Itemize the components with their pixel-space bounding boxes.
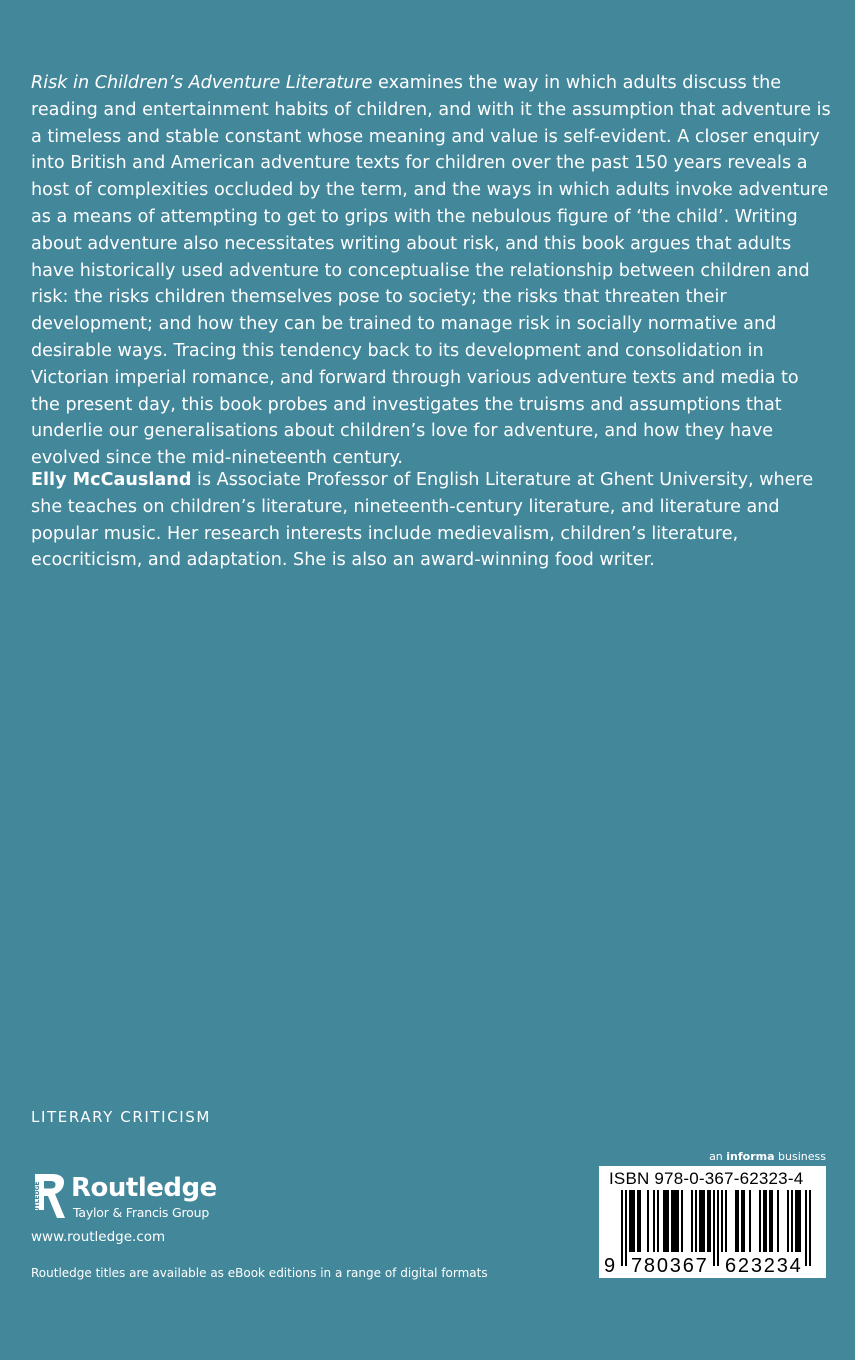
barcode-bar	[701, 1190, 703, 1252]
publisher-name: Routledge	[71, 1173, 217, 1203]
barcode-bar	[647, 1190, 649, 1252]
barcode-bar	[699, 1190, 701, 1252]
informa-suffix: business	[774, 1150, 826, 1163]
barcode-bar	[709, 1190, 711, 1252]
barcode-bar	[725, 1190, 727, 1252]
barcode-bar	[707, 1190, 709, 1252]
barcode-bar	[667, 1190, 669, 1252]
barcode-bar	[791, 1190, 793, 1252]
barcode-bar	[631, 1190, 633, 1252]
barcode-bar	[787, 1190, 789, 1252]
author-bio	[31, 467, 831, 574]
barcode-bar	[675, 1190, 677, 1252]
barcode-box	[599, 1166, 826, 1278]
barcode-bar	[657, 1190, 659, 1252]
informa-brand: informa	[726, 1150, 775, 1163]
barcode-bar	[703, 1190, 705, 1252]
barcode-bar	[777, 1190, 779, 1252]
barcode-bar	[721, 1190, 723, 1252]
book-description	[31, 70, 831, 472]
author-bio-text: is Associate Professor of English Literature at Ghent University, where she teaches on children’s literature, nineteenth-century literature, and literature and popular music. Her research interests include medievalism, children’s literature, ecocriticism, and adaptation. She is also an award-winning food writer.	[31, 470, 814, 571]
barcode-bar	[769, 1190, 771, 1252]
barcode-bar	[737, 1190, 739, 1252]
barcode-bar	[633, 1190, 635, 1252]
barcode-bar	[771, 1190, 773, 1252]
barcode-bar	[665, 1190, 667, 1252]
isbn-label: ISBN 978-0-367-62323-4	[609, 1169, 804, 1188]
barcode-bar	[637, 1190, 639, 1252]
author-name: Elly McCausland	[31, 470, 192, 490]
barcode-bar	[749, 1190, 751, 1252]
barcode-bar	[797, 1190, 799, 1252]
book-title-italic: Risk in Children’s Adventure Literature	[31, 73, 373, 93]
barcode-bar	[763, 1190, 765, 1252]
ebook-note: Routledge titles are available as eBook editions in a range of digital formats	[31, 1266, 488, 1280]
barcode-digits-right: 623234	[725, 1255, 803, 1277]
barcode-bar	[735, 1190, 737, 1252]
barcode-digits-left: 780367	[631, 1255, 709, 1277]
barcode-bar	[743, 1190, 745, 1252]
barcode-bar	[741, 1190, 743, 1252]
barcode-bar	[691, 1190, 693, 1252]
barcode-bar	[799, 1190, 801, 1252]
barcode-bar	[653, 1190, 655, 1252]
barcode-bar	[629, 1190, 631, 1252]
barcode-bar	[795, 1190, 797, 1252]
subject-category: LITERARY CRITICISM	[31, 1108, 211, 1126]
barcode-bar	[673, 1190, 675, 1252]
barcode-bar	[695, 1190, 697, 1252]
barcode-bar	[765, 1190, 767, 1252]
publisher-website: www.routledge.com	[31, 1229, 166, 1245]
informa-prefix: an	[709, 1150, 727, 1163]
barcode-bar	[681, 1190, 683, 1252]
informa-tagline	[709, 1150, 826, 1163]
barcode-bar	[671, 1190, 673, 1252]
routledge-logo	[31, 1172, 221, 1224]
publisher-group: Taylor & Francis Group	[73, 1205, 210, 1220]
barcode-bar	[759, 1190, 761, 1252]
routledge-logo-icon	[31, 1172, 67, 1224]
logo-mark-text: ROUTLEDGE	[34, 1181, 41, 1222]
barcode-digit-first: 9	[604, 1255, 616, 1277]
book-description-text: examines the way in which adults discuss the reading and entertainment habits of children, and with it the assumption that adventure is a timeless and stable constant whose meaning and value is self-evident. A closer enquiry into British and American adventure texts for children over the past 150 years reveals a host of complexities occluded by the term, and the ways in which adults invoke adventure as a means of attempting to get to grips with the nebulous figure of ‘the child’. Writing about adventure also necessitates writing about risk, and this book argues that adults have historically used adventure to conceptualise the relationship between children and risk: the risks children themselves pose to society; the risks that threaten their development; and how they can be trained to manage risk in socially normative and desirable ways. Tracing this tendency back to its development and consolidation in Victorian imperial romance, and forward through various adventure texts and media to the present day, this book probes and investigates the truisms and assumptions that underlie our generalisations about children’s love for adventure, and how they have evolved since the mid-nineteenth century.	[31, 73, 831, 469]
barcode-bar	[663, 1190, 665, 1252]
barcode-bar	[677, 1190, 679, 1252]
barcode-digits	[599, 1255, 826, 1275]
barcode-bar	[639, 1190, 641, 1252]
